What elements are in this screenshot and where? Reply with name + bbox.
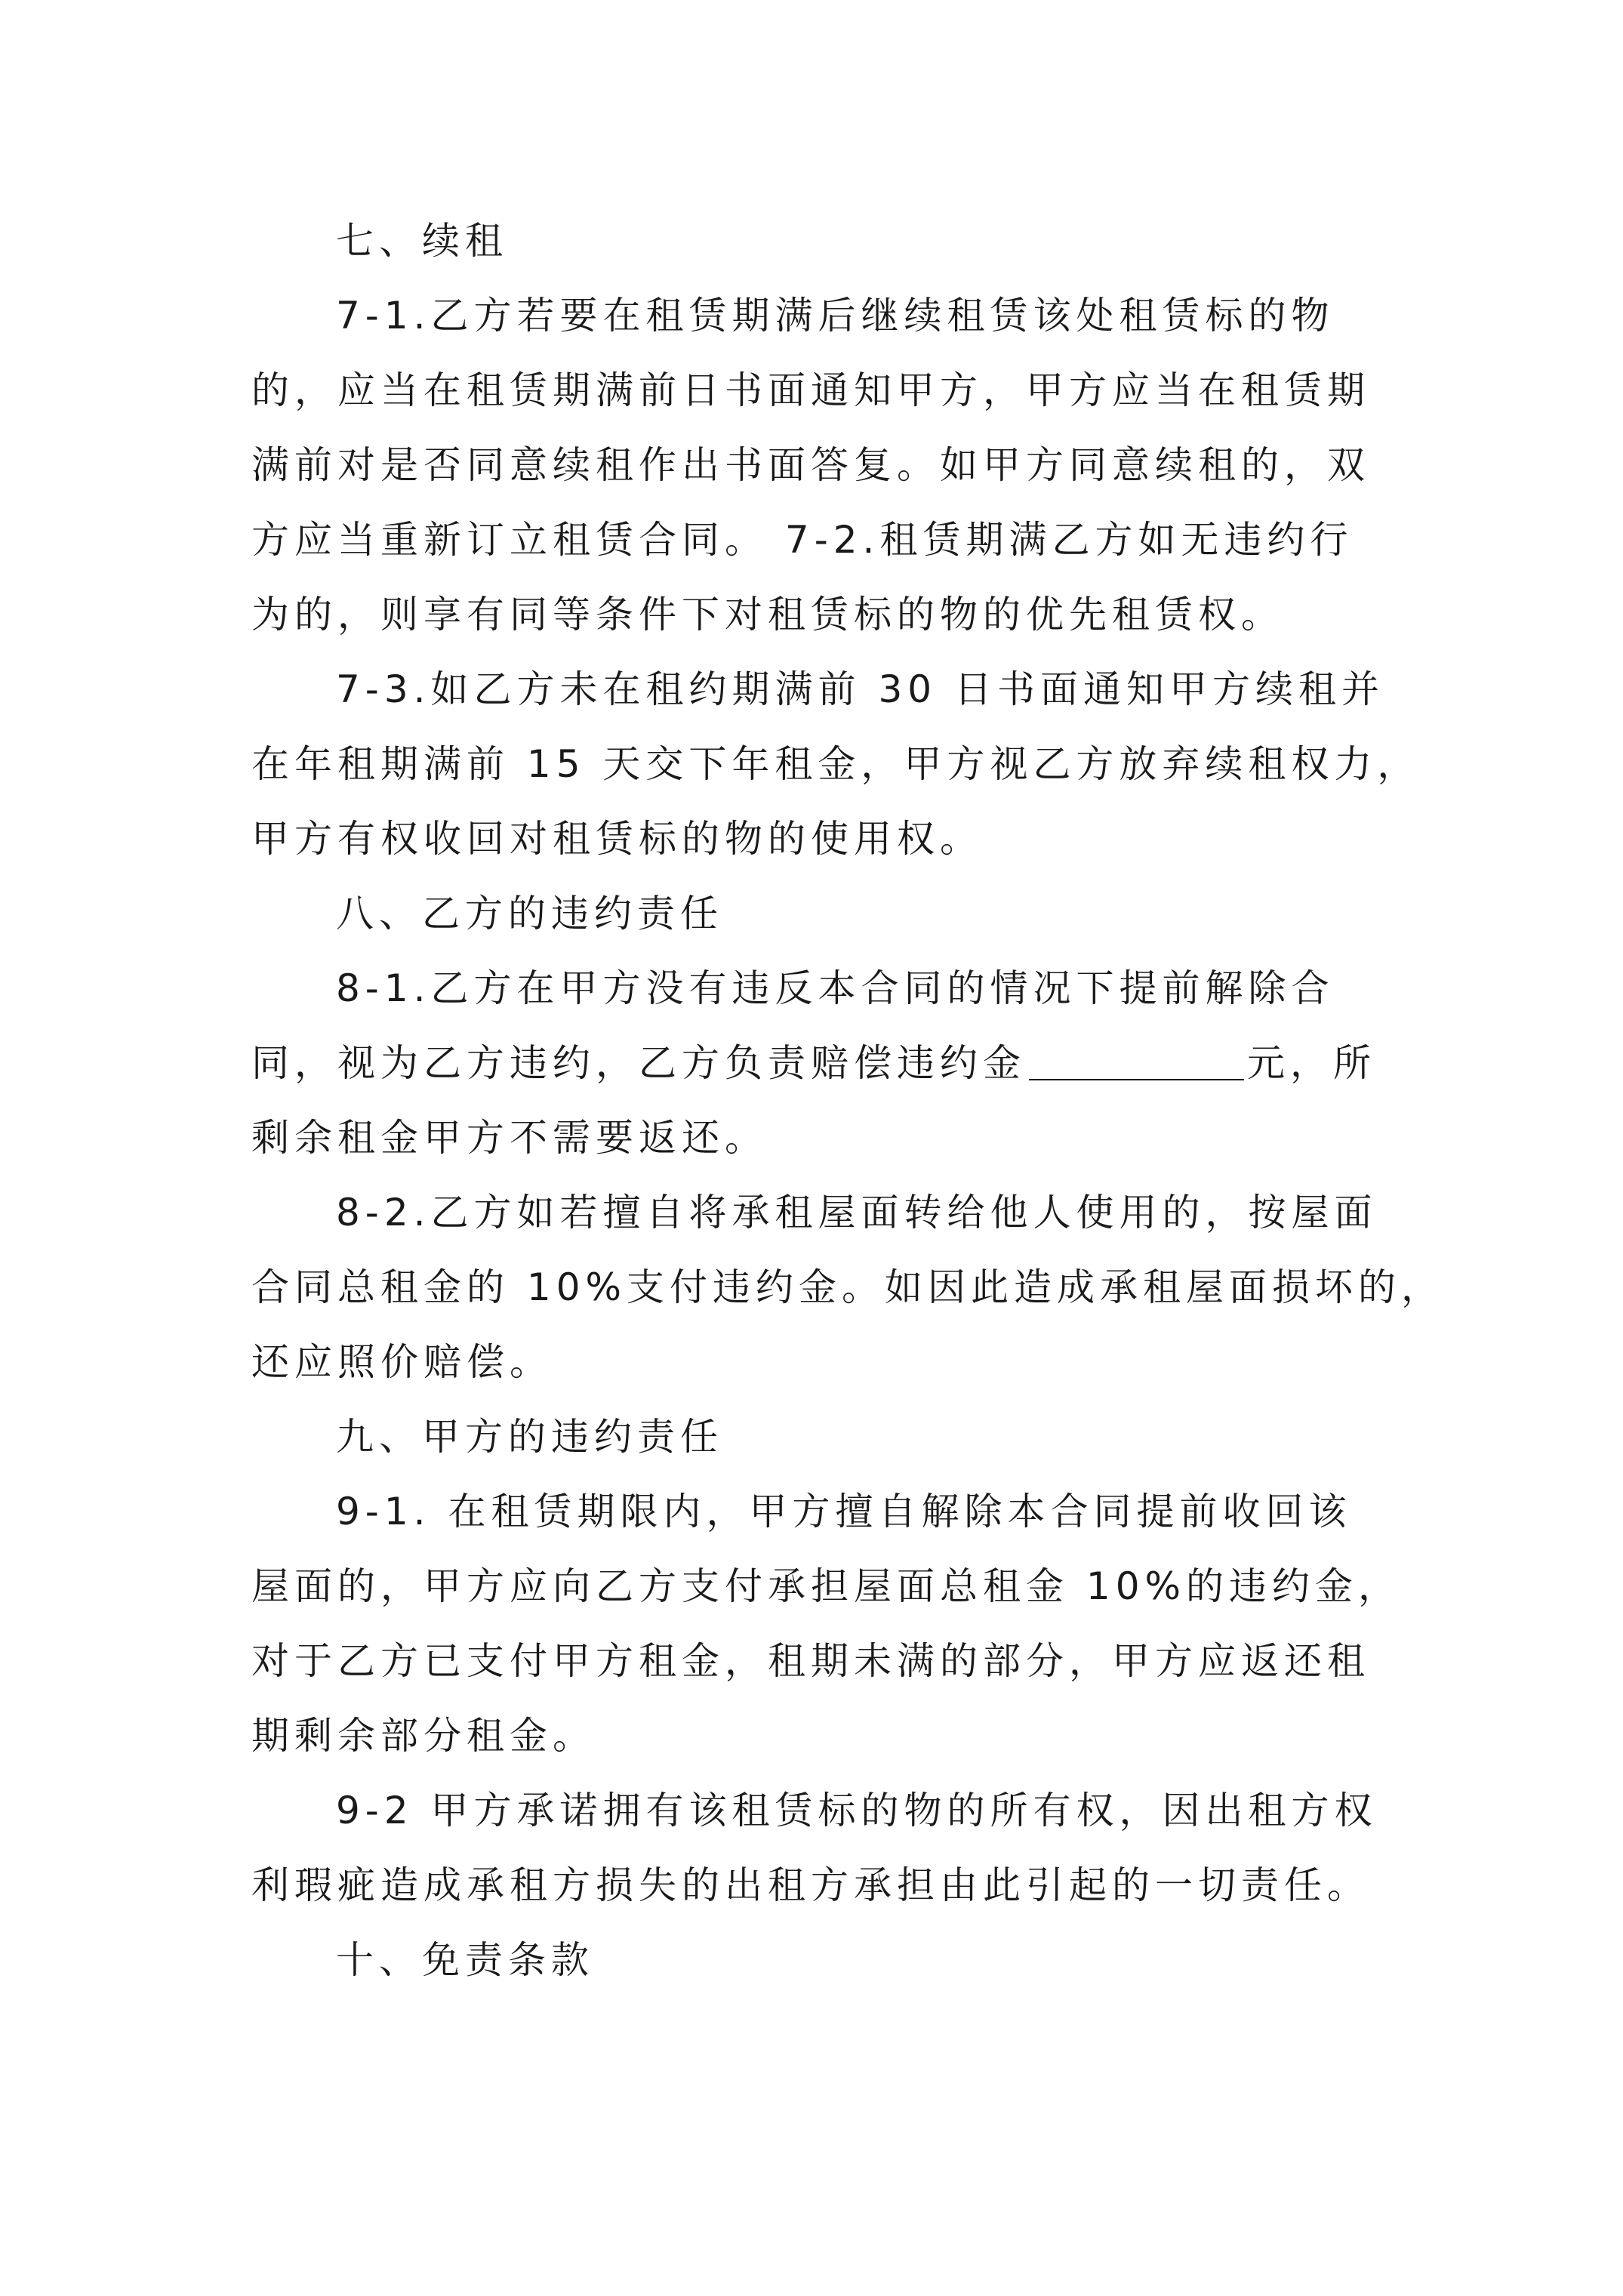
text-segment: 同，视为乙方违约，乙方负责赔偿违约金 [251, 1041, 1026, 1085]
text-line: 还应照价赔偿。 [251, 1340, 553, 1384]
text-line: 十、免责条款 [336, 1938, 594, 1982]
text-line: 合同总租金的 10%支付违约金。如因此造成承租屋面损坏的， [251, 1265, 1445, 1309]
text-line: 的，应当在租赁期满前日书面通知甲方，甲方应当在租赁期 [251, 368, 1370, 412]
text-line: 8-2.乙方如若擅自将承租屋面转给他人使用的，按屋面 [336, 1191, 1378, 1234]
text-line: 7-3.如乙方未在租约期满前 30 日书面通知甲方续租并 [336, 667, 1384, 711]
text-line: 甲方有权收回对租赁标的物的使用权。 [251, 817, 983, 861]
text-line: 为的，则享有同等条件下对租赁标的物的优先租赁权。 [251, 593, 1284, 636]
clause-8-2 [251, 1176, 1445, 1400]
clause-7-3 [251, 652, 1421, 877]
document-body [251, 204, 1445, 1998]
text-line: 剩余租金甲方不需要返还。 [251, 1116, 768, 1160]
text-line: 屋面的，甲方应向乙方支付承担屋面总租金 10%的违约金， [251, 1564, 1402, 1608]
text-line: 满前对是否同意续租作出书面答复。如甲方同意续租的，双 [251, 443, 1370, 487]
section-heading-7 [251, 204, 1414, 279]
text-line: 方应当重新订立租赁合同。 7-2.租赁期满乙方如无违约行 [251, 518, 1354, 562]
text-line: 八、乙方的违约责任 [336, 892, 723, 935]
text-line: 七、续租 [336, 219, 508, 263]
text-line-with-blank [251, 1026, 1414, 1101]
text-line: 9-2 甲方承诺拥有该租赁标的物的所有权，因出租方权 [336, 1789, 1378, 1832]
text-segment: 元，所 [1247, 1041, 1376, 1085]
text-line: 对于乙方已支付甲方租金，租期未满的部分，甲方应返还租 [251, 1639, 1370, 1683]
text-line: 期剩余部分租金。 [251, 1714, 596, 1758]
text-line: 九、甲方的违约责任 [336, 1415, 723, 1459]
clause-7-1 [251, 279, 1414, 652]
text-line: 8-1.乙方在甲方没有违反本合同的情况下提前解除合 [336, 966, 1335, 1010]
section-heading-8 [251, 877, 1414, 951]
section-heading-9 [251, 1400, 1414, 1475]
text-line: 7-1.乙方若要在租赁期满后继续租赁该处租赁标的物 [336, 294, 1335, 337]
fill-in-blank [1029, 1040, 1244, 1080]
text-line: 在年租期满前 15 天交下年租金，甲方视乙方放弃续租权力， [251, 742, 1421, 786]
clause-8-1 [251, 951, 1414, 1176]
clause-9-2 [251, 1774, 1414, 1923]
text-line: 9-1. 在租赁期限内，甲方擅自解除本合同提前收回该 [336, 1490, 1352, 1533]
section-heading-10 [251, 1923, 1414, 1998]
text-line: 利瑕疵造成承租方损失的出租方承担由此引起的一切责任。 [251, 1863, 1370, 1907]
clause-9-1 [251, 1475, 1414, 1774]
